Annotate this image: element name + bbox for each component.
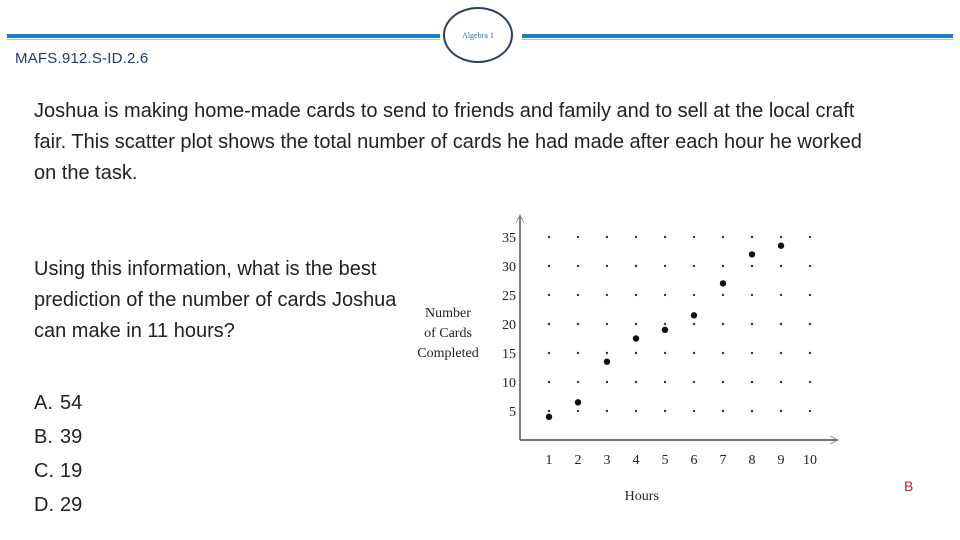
course-badge bbox=[443, 7, 513, 63]
grid-dot bbox=[722, 323, 724, 325]
grid-dot bbox=[693, 352, 695, 354]
standard-code: MAFS.912.S-ID.2.6 bbox=[15, 50, 149, 67]
question-text: Using this information, what is the best prediction of the number of cards Joshua can make in 11 hours? bbox=[34, 258, 397, 342]
grid-dot bbox=[809, 410, 811, 412]
x-tick-label: 7 bbox=[719, 453, 727, 468]
problem-intro: Joshua is making home-made cards to send to friends and family and to sell at the local craft fair. This scatter plot shows the total number of cards he had made after each hour he worked on the task. bbox=[34, 100, 862, 184]
grid-dot bbox=[722, 265, 724, 267]
header-rule-right bbox=[522, 34, 953, 38]
grid-dot bbox=[809, 381, 811, 383]
grid-dot bbox=[780, 410, 782, 412]
grid-dot bbox=[664, 323, 666, 325]
grid-dot bbox=[751, 352, 753, 354]
data-point bbox=[633, 335, 639, 341]
grid-dot bbox=[664, 352, 666, 354]
grid-dot bbox=[577, 410, 579, 412]
chart-grid bbox=[548, 236, 811, 412]
grid-dot bbox=[722, 352, 724, 354]
choice-letter: C. bbox=[34, 460, 54, 482]
grid-dot bbox=[606, 294, 608, 296]
data-point bbox=[749, 251, 755, 257]
grid-dot bbox=[751, 410, 753, 412]
y-tick-label: 30 bbox=[502, 260, 516, 275]
grid-dot bbox=[809, 236, 811, 238]
grid-dot bbox=[577, 294, 579, 296]
data-point bbox=[575, 399, 581, 405]
x-tick-label: 2 bbox=[574, 453, 582, 468]
grid-dot bbox=[780, 294, 782, 296]
x-tick-label: 10 bbox=[803, 453, 817, 468]
y-axis-label-line: Completed bbox=[417, 346, 479, 361]
choice-letter: A. bbox=[34, 392, 53, 414]
x-tick-label: 3 bbox=[603, 453, 611, 468]
y-tick-label: 35 bbox=[502, 231, 516, 246]
y-tick-label: 15 bbox=[502, 347, 516, 362]
grid-dot bbox=[606, 381, 608, 383]
grid-dot bbox=[577, 236, 579, 238]
choice-value: 19 bbox=[60, 460, 83, 482]
chart-axes bbox=[516, 215, 838, 444]
answer-choices bbox=[34, 386, 82, 522]
course-badge-label: Algebra 1 bbox=[462, 30, 494, 40]
grid-dot bbox=[722, 294, 724, 296]
grid-dot bbox=[577, 323, 579, 325]
grid-dot bbox=[693, 236, 695, 238]
grid-dot bbox=[577, 381, 579, 383]
choice-d[interactable] bbox=[34, 488, 82, 522]
grid-dot bbox=[780, 323, 782, 325]
data-point bbox=[778, 243, 784, 249]
grid-dot bbox=[693, 381, 695, 383]
grid-dot bbox=[548, 294, 550, 296]
grid-dot bbox=[635, 410, 637, 412]
choice-value: 54 bbox=[60, 392, 83, 414]
grid-dot bbox=[635, 265, 637, 267]
grid-dot bbox=[809, 265, 811, 267]
choice-letter: D. bbox=[34, 494, 54, 516]
grid-dot bbox=[635, 236, 637, 238]
grid-dot bbox=[635, 381, 637, 383]
y-tick-label: 20 bbox=[502, 318, 516, 333]
grid-dot bbox=[809, 323, 811, 325]
header-rule-left bbox=[7, 34, 440, 38]
data-point bbox=[546, 414, 552, 420]
x-tick-label: 6 bbox=[690, 453, 698, 468]
y-axis-label-line: Number bbox=[425, 306, 471, 321]
grid-dot bbox=[780, 381, 782, 383]
choice-letter: B. bbox=[34, 426, 53, 448]
grid-dot bbox=[548, 381, 550, 383]
grid-dot bbox=[606, 352, 608, 354]
grid-dot bbox=[780, 352, 782, 354]
x-tick-label: 5 bbox=[661, 453, 669, 468]
y-tick-label: 10 bbox=[502, 376, 516, 391]
scatter-chart bbox=[400, 212, 850, 512]
grid-dot bbox=[577, 352, 579, 354]
answer-key: B bbox=[904, 478, 914, 494]
grid-dot bbox=[722, 410, 724, 412]
grid-dot bbox=[751, 381, 753, 383]
grid-dot bbox=[635, 352, 637, 354]
x-tick-label: 4 bbox=[632, 453, 640, 468]
grid-dot bbox=[664, 294, 666, 296]
grid-dot bbox=[751, 265, 753, 267]
x-axis-label: Hours bbox=[624, 489, 659, 504]
grid-dot bbox=[693, 410, 695, 412]
chart-axis-labels bbox=[417, 306, 659, 504]
grid-dot bbox=[664, 265, 666, 267]
data-point bbox=[662, 327, 668, 333]
grid-dot bbox=[664, 236, 666, 238]
grid-dot bbox=[606, 236, 608, 238]
grid-dot bbox=[780, 265, 782, 267]
grid-dot bbox=[809, 352, 811, 354]
grid-dot bbox=[635, 323, 637, 325]
grid-dot bbox=[809, 294, 811, 296]
choice-value: 39 bbox=[60, 426, 83, 448]
grid-dot bbox=[606, 323, 608, 325]
data-point bbox=[720, 280, 726, 286]
grid-dot bbox=[751, 294, 753, 296]
data-point bbox=[691, 312, 697, 318]
grid-dot bbox=[577, 265, 579, 267]
grid-dot bbox=[664, 381, 666, 383]
y-axis-label-line: of Cards bbox=[424, 326, 472, 341]
grid-dot bbox=[548, 265, 550, 267]
y-tick-label: 25 bbox=[502, 289, 516, 304]
chart-points bbox=[546, 243, 784, 421]
x-tick-label: 1 bbox=[545, 453, 553, 468]
grid-dot bbox=[548, 323, 550, 325]
grid-dot bbox=[606, 265, 608, 267]
grid-dot bbox=[751, 323, 753, 325]
grid-dot bbox=[693, 294, 695, 296]
y-tick-label: 5 bbox=[509, 405, 516, 420]
grid-dot bbox=[780, 236, 782, 238]
grid-dot bbox=[664, 410, 666, 412]
grid-dot bbox=[722, 381, 724, 383]
grid-dot bbox=[635, 294, 637, 296]
grid-dot bbox=[548, 352, 550, 354]
grid-dot bbox=[548, 236, 550, 238]
data-point bbox=[604, 359, 610, 365]
grid-dot bbox=[751, 236, 753, 238]
choice-b[interactable] bbox=[34, 420, 82, 454]
choice-c[interactable] bbox=[34, 454, 82, 488]
grid-dot bbox=[606, 410, 608, 412]
x-tick-label: 9 bbox=[777, 453, 785, 468]
choice-value: 29 bbox=[60, 494, 83, 516]
grid-dot bbox=[693, 265, 695, 267]
grid-dot bbox=[693, 323, 695, 325]
grid-dot bbox=[722, 236, 724, 238]
choice-a[interactable] bbox=[34, 386, 82, 420]
grid-dot bbox=[548, 410, 550, 412]
x-tick-label: 8 bbox=[748, 453, 756, 468]
